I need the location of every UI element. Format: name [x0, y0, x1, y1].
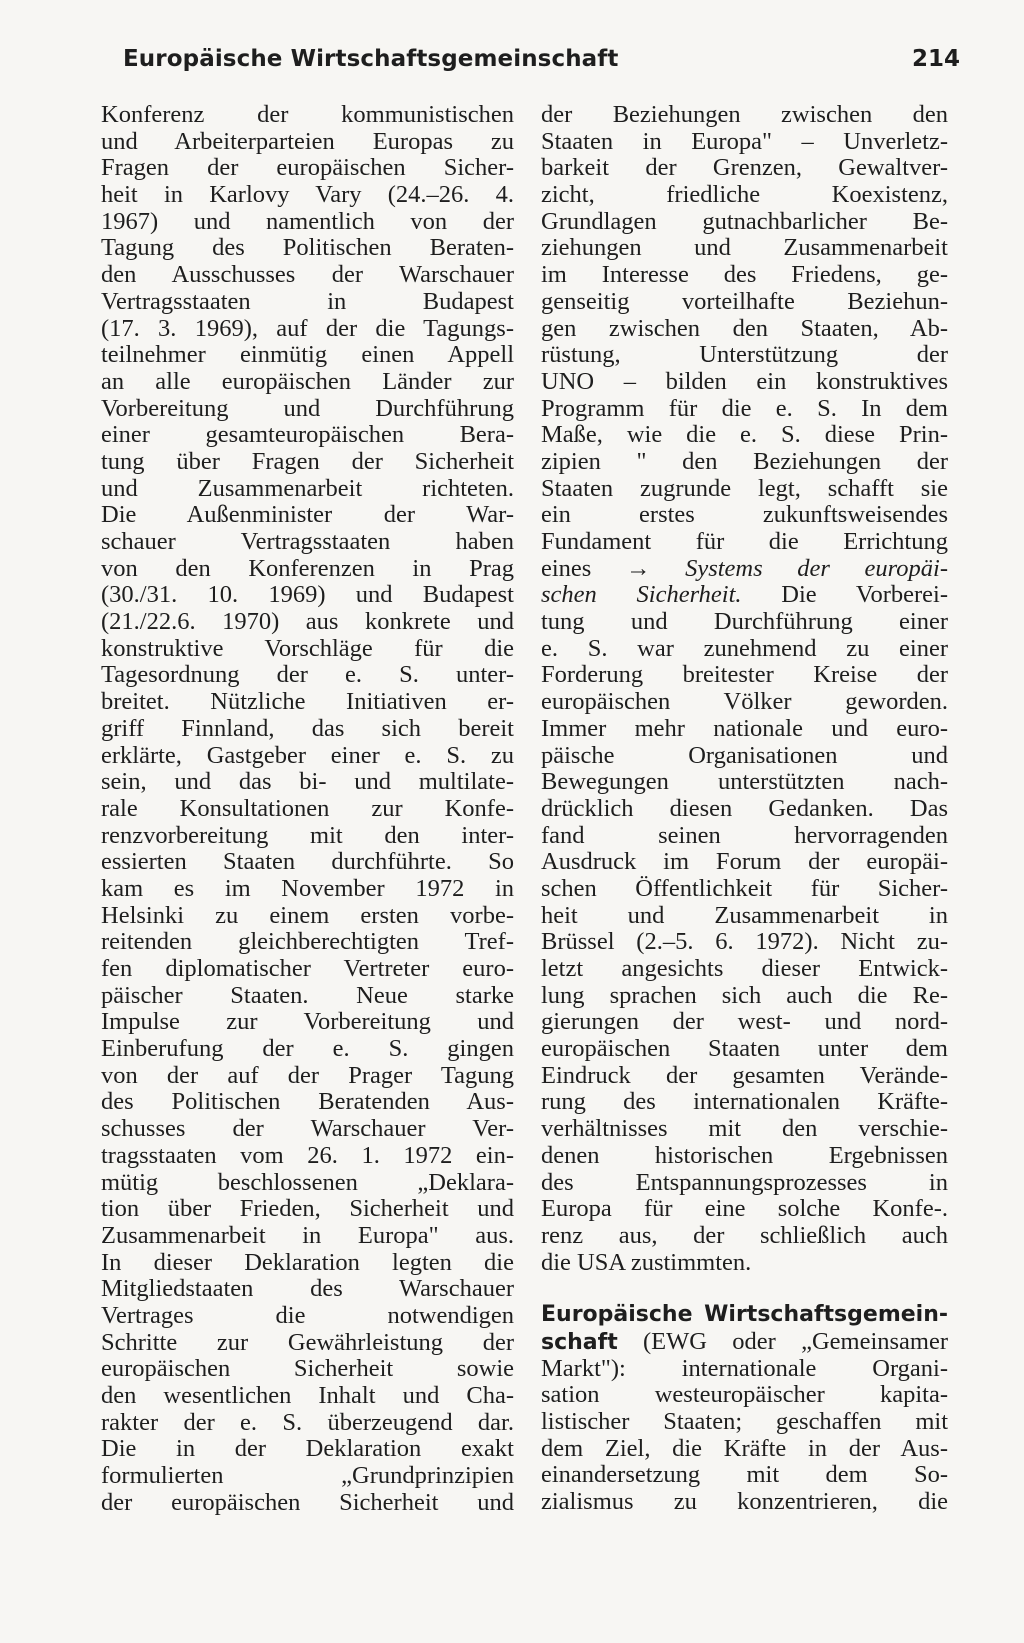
text-line: (17. 3. 1969), auf der die Tagungs-: [101, 314, 514, 342]
text-fragment: eines: [541, 554, 626, 582]
cross-reference-link[interactable]: schen Sicherheit.: [541, 581, 742, 609]
text-line: essierten Staaten durchführte. So: [101, 848, 514, 876]
text-line: denen historischen Ergebnissen: [541, 1141, 948, 1169]
text-line: Vertragsstaaten in Budapest: [101, 287, 514, 315]
text-line: griff Finnland, das sich bereit: [101, 714, 514, 742]
cross-reference-line: [541, 556, 948, 583]
text-line: konstruktive Vorschläge für die: [101, 634, 514, 662]
text-line: Maße, wie die e. S. diese Prin-: [541, 421, 948, 449]
text-line: einandersetzung mit dem So-: [541, 1461, 948, 1489]
text-line: den wesentlichen Inhalt und Cha-: [101, 1382, 514, 1409]
entry-headword: Europäische Wirtschaftsgemein-: [541, 1302, 948, 1328]
text-line: (30./31. 10. 1969) und Budapest: [101, 581, 514, 609]
entry-separator: [541, 1276, 948, 1302]
text-line: Tagesordnung der e. S. unter-: [101, 661, 514, 689]
text-line: europäischen Sicherheit sowie: [101, 1355, 514, 1383]
text-line: Die in der Deklaration exakt: [101, 1435, 514, 1463]
text-line: letzt angesichts dieser Entwick-: [541, 955, 948, 982]
text-line: Konferenz der kommunistischen: [101, 101, 514, 128]
text-line: Grundlagen gutnachbarlicher Be-: [541, 207, 948, 235]
text-line: kam es im November 1972 in: [101, 874, 514, 902]
text-line: verhältnisses mit den verschie-: [541, 1115, 948, 1143]
text-line: von der auf der Prager Tagung: [101, 1061, 514, 1089]
text-line: dem Ziel, die Kräfte in der Aus-: [541, 1434, 948, 1462]
text-line: die USA zustimmten.: [541, 1248, 752, 1276]
text-line: Brüssel (2.–5. 6. 1972). Nicht zu-: [541, 928, 948, 956]
text-line: Zusammenarbeit in Europa" aus.: [101, 1221, 514, 1249]
text-line: heit in Karlovy Vary (24.–26. 4.: [101, 181, 514, 209]
running-head: Europäische Wirtschaftsgemeinschaft: [123, 46, 619, 72]
text-line: barkeit der Grenzen, Gewaltver-: [541, 154, 948, 182]
text-line: den Ausschusses der Warschauer: [101, 261, 514, 289]
text-line: lung sprachen sich auch die Re-: [541, 981, 948, 1009]
text-line: Einberufung der e. S. gingen: [101, 1035, 514, 1063]
text-line: Immer mehr nationale und euro-: [541, 714, 948, 742]
text-line: Eindruck der gesamten Verände-: [541, 1061, 948, 1089]
text-line: einer gesamteuropäischen Bera-: [101, 421, 514, 449]
text-line: rale Konsultationen zur Konfe-: [101, 794, 514, 822]
text-line: des Politischen Beratenden Aus-: [101, 1088, 514, 1116]
text-line: listischer Staaten; geschaffen mit: [541, 1408, 948, 1435]
text-line: der europäischen Sicherheit und: [101, 1488, 514, 1516]
text-line: und Zusammenarbeit richteten.: [101, 474, 514, 502]
text-line: Schritte zur Gewährleistung der: [101, 1328, 514, 1356]
text-line: tragsstaaten vom 26. 1. 1972 ein-: [101, 1141, 514, 1169]
text-line: tung über Fragen der Sicherheit: [101, 447, 514, 475]
text-line: und Arbeiterparteien Europas zu: [101, 127, 514, 155]
text-line: im Interesse des Friedens, ge-: [541, 261, 948, 289]
text-line: formulierten „Grundprinzipien: [101, 1462, 514, 1490]
text-fragment: Die Vorberei-: [741, 581, 948, 609]
text-line: Forderung breitester Kreise der: [541, 661, 948, 689]
text-line: Die Außenminister der War-: [101, 501, 514, 529]
text-line: Vertrages die notwendigen: [101, 1301, 514, 1329]
text-line: Tagung des Politischen Beraten-: [101, 234, 514, 262]
text-line: Markt"): internationale Organi-: [541, 1354, 948, 1382]
text-line: sation westeuropäischer kapita-: [541, 1381, 948, 1409]
text-line: drücklich diesen Gedanken. Das: [541, 794, 948, 822]
text-line: Bewegungen unterstützten nach-: [541, 768, 948, 796]
text-line: Fragen der europäischen Sicher-: [101, 154, 514, 182]
text-line: rakter der e. S. überzeugend dar.: [101, 1408, 514, 1436]
text-line: Helsinki zu einem ersten vorbe-: [101, 901, 514, 929]
arrow-icon: →: [625, 554, 651, 582]
entry-headword-end: schaft: [541, 1329, 618, 1355]
text-line: breitet. Nützliche Initiativen er-: [101, 688, 514, 716]
text-line: zicht, friedliche Koexistenz,: [541, 181, 948, 209]
text-line: Fundament für die Errichtung: [541, 528, 948, 555]
text-line: tion über Frieden, Sicherheit und: [101, 1195, 514, 1223]
text-line: Ausdruck im Forum der europäi-: [541, 848, 948, 876]
text-line: gen zwischen den Staaten, Ab-: [541, 314, 948, 342]
text-line: schusses der Warschauer Ver-: [101, 1115, 514, 1143]
text-line: renz aus, der schließlich auch: [541, 1221, 948, 1249]
text-line: renzvorbereitung mit den inter-: [101, 821, 514, 849]
text-line: päische Organisationen und: [541, 741, 948, 769]
text-line: der Beziehungen zwischen den: [541, 101, 948, 128]
text-line: zialismus zu konzentrieren, die: [541, 1488, 948, 1516]
text-line: (21./22.6. 1970) aus konkrete und: [101, 608, 514, 636]
text-line: zipien " den Beziehungen der: [541, 447, 948, 475]
text-line: mütig beschlossenen „Deklara-: [101, 1168, 514, 1196]
text-line: ein erstes zukunftsweisendes: [541, 501, 948, 529]
text-line: päischer Staaten. Neue starke: [101, 981, 514, 1009]
text-fragment: (EWG oder „Gemeinsamer: [617, 1327, 948, 1355]
text-line: genseitig vorteilhafte Beziehun-: [541, 287, 948, 315]
text-line: sein, und das bi- und multilate-: [101, 768, 514, 796]
cross-reference-line: [541, 582, 948, 609]
text-line: Staaten in Europa" – Unverletz-: [541, 127, 948, 155]
text-line: gierungen der west- und nord-: [541, 1008, 948, 1036]
text-line: heit und Zusammenarbeit in: [541, 901, 948, 929]
text-line: Europa für eine solche Konfe-.: [541, 1195, 948, 1223]
cross-reference-link[interactable]: Systems der europäi-: [650, 554, 948, 582]
text-line: e. S. war zunehmend zu einer: [541, 634, 948, 662]
right-column: [541, 102, 948, 1516]
text-line: rüstung, Unterstützung der: [541, 341, 948, 369]
page-number: 214: [912, 46, 961, 72]
text-line: fen diplomatischer Vertreter euro-: [101, 955, 514, 982]
text-line: 1967) und namentlich von der: [101, 207, 514, 235]
text-line: des Entspannungsprozesses in: [541, 1168, 948, 1196]
left-column: [101, 102, 514, 1516]
text-line: Impulse zur Vorbereitung und: [101, 1008, 514, 1036]
text-line: Mitgliedstaaten des Warschauer: [101, 1275, 514, 1303]
text-line: Vorbereitung und Durchführung: [101, 394, 514, 422]
text-line: Programm für die e. S. In dem: [541, 394, 948, 422]
text-line: von den Konferenzen in Prag: [101, 554, 514, 582]
text-line: europäischen Staaten unter dem: [541, 1035, 948, 1063]
text-line: reitenden gleichberechtigten Tref-: [101, 928, 514, 956]
text-line: tung und Durchführung einer: [541, 608, 948, 636]
text-line: fand seinen hervorragenden: [541, 821, 948, 849]
text-line: rung des internationalen Kräfte-: [541, 1088, 948, 1116]
text-line: schauer Vertragsstaaten haben: [101, 528, 514, 555]
text-line: teilnehmer einmütig einen Appell: [101, 341, 514, 369]
text-line: In dieser Deklaration legten die: [101, 1248, 514, 1276]
text-line: schen Öffentlichkeit für Sicher-: [541, 874, 948, 902]
text-line: Staaten zugrunde legt, schafft sie: [541, 474, 948, 502]
text-line: UNO – bilden ein konstruktives: [541, 367, 948, 395]
entry-headword-line: [541, 1329, 948, 1356]
text-line: europäischen Völker geworden.: [541, 688, 948, 716]
text-line: an alle europäischen Länder zur: [101, 367, 514, 395]
text-line: ziehungen und Zusammenarbeit: [541, 234, 948, 262]
text-line: erklärte, Gastgeber einer e. S. zu: [101, 741, 514, 769]
